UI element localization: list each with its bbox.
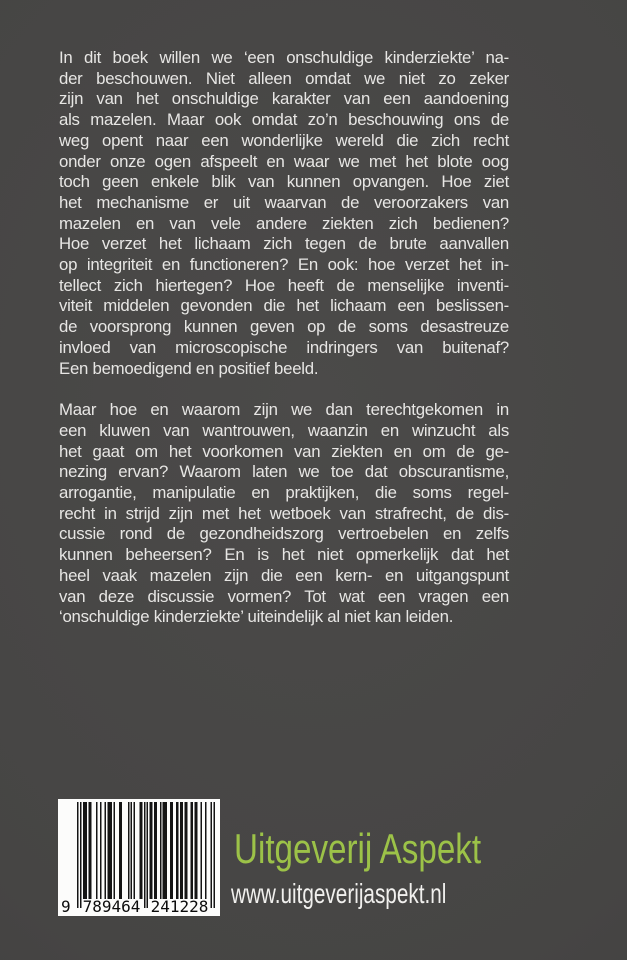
publisher-name: [234, 827, 547, 871]
text-line: der beschouwen. Niet alleen omdat we niet zo zeker: [59, 68, 509, 88]
text-line: het mechanisme er uit waarvan de veroorzakers van: [59, 192, 509, 212]
text-line: zijn van het onschuldige karakter van een aandoening: [59, 89, 509, 109]
text-line: nezing ervan? Waarom laten we toe dat obscurantisme,: [59, 462, 509, 482]
barcode-number: [58, 898, 220, 915]
text-line: op integriteit en functioneren? En ook: hoe verzet het in-: [59, 255, 509, 275]
text-line: viteit middelen gevonden die het lichaam een beslissen-: [59, 296, 509, 316]
text-line: Een bemoedigend en positief beeld.: [59, 358, 319, 378]
text-line: Hoe verzet het lichaam zich tegen de brute aanvallen: [59, 234, 509, 254]
barcode-digit-group: 9: [61, 897, 71, 916]
text-line: cussie rond de gezondheidszorg vertroebelen en zelfs: [59, 524, 509, 544]
text-line: heel vaak mazelen zijn die een kern- en uitgangspunt: [59, 565, 509, 585]
text-line: kunnen beheersen? En is het niet opmerkelijk dat het: [59, 545, 509, 565]
barcode-digit-group: 789464: [82, 897, 141, 916]
publisher-website-text: www.uitgeverijaspekt.nl: [231, 878, 447, 909]
text-line: de voorsprong kunnen geven op de soms desastreuze: [59, 317, 509, 337]
text-line: het gaat om het voorkomen van ziekten en om de ge-: [59, 441, 509, 461]
text-line: van deze discussie vormen? Tot wat een vragen een: [59, 586, 509, 606]
text-line: In dit boek willen we ‘een onschuldige kinderziekte’ na-: [59, 48, 509, 67]
barcode-digit-group: 241228: [150, 897, 209, 916]
text-line: ‘onschuldige kinderziekte’ uiteindelijk al niet kan leiden.: [59, 607, 454, 627]
text-line: een kluwen van wantrouwen, waanzin en winzucht als: [59, 420, 509, 440]
publisher-name-text: Uitgeverij Aspekt: [234, 825, 482, 872]
text-line: recht in strijd zijn met het wetboek van strafrecht, de dis-: [59, 503, 509, 523]
text-line: tellect zich hiertegen? Hoe heeft de menselijke inventi-: [59, 275, 509, 295]
barcode: [58, 799, 220, 916]
paragraph: [59, 400, 509, 628]
publisher-website: [231, 879, 522, 909]
text-line: als mazelen. Maar ook omdat zo’n beschouwing ons de: [59, 110, 509, 130]
text-line: toch geen enkele blik van kunnen opvangen. Hoe ziet: [59, 172, 509, 192]
text-line: arrogantie, manipulatie en praktijken, die soms regel-: [59, 483, 509, 503]
body-text: [59, 48, 509, 649]
paragraph: [59, 48, 509, 379]
text-line: weg opent naar een wonderlijke wereld die zich recht: [59, 130, 509, 150]
barcode-bars: [77, 802, 215, 908]
text-line: onder onze ogen afspeelt en waar we met het blote oog: [59, 151, 509, 171]
text-line: mazelen en van vele andere ziekten zich bedienen?: [59, 213, 509, 233]
text-line: invloed van microscopische indringers van buitenaf?: [59, 337, 509, 357]
text-line: Maar hoe en waarom zijn we dan terechtgekomen in: [59, 400, 509, 420]
